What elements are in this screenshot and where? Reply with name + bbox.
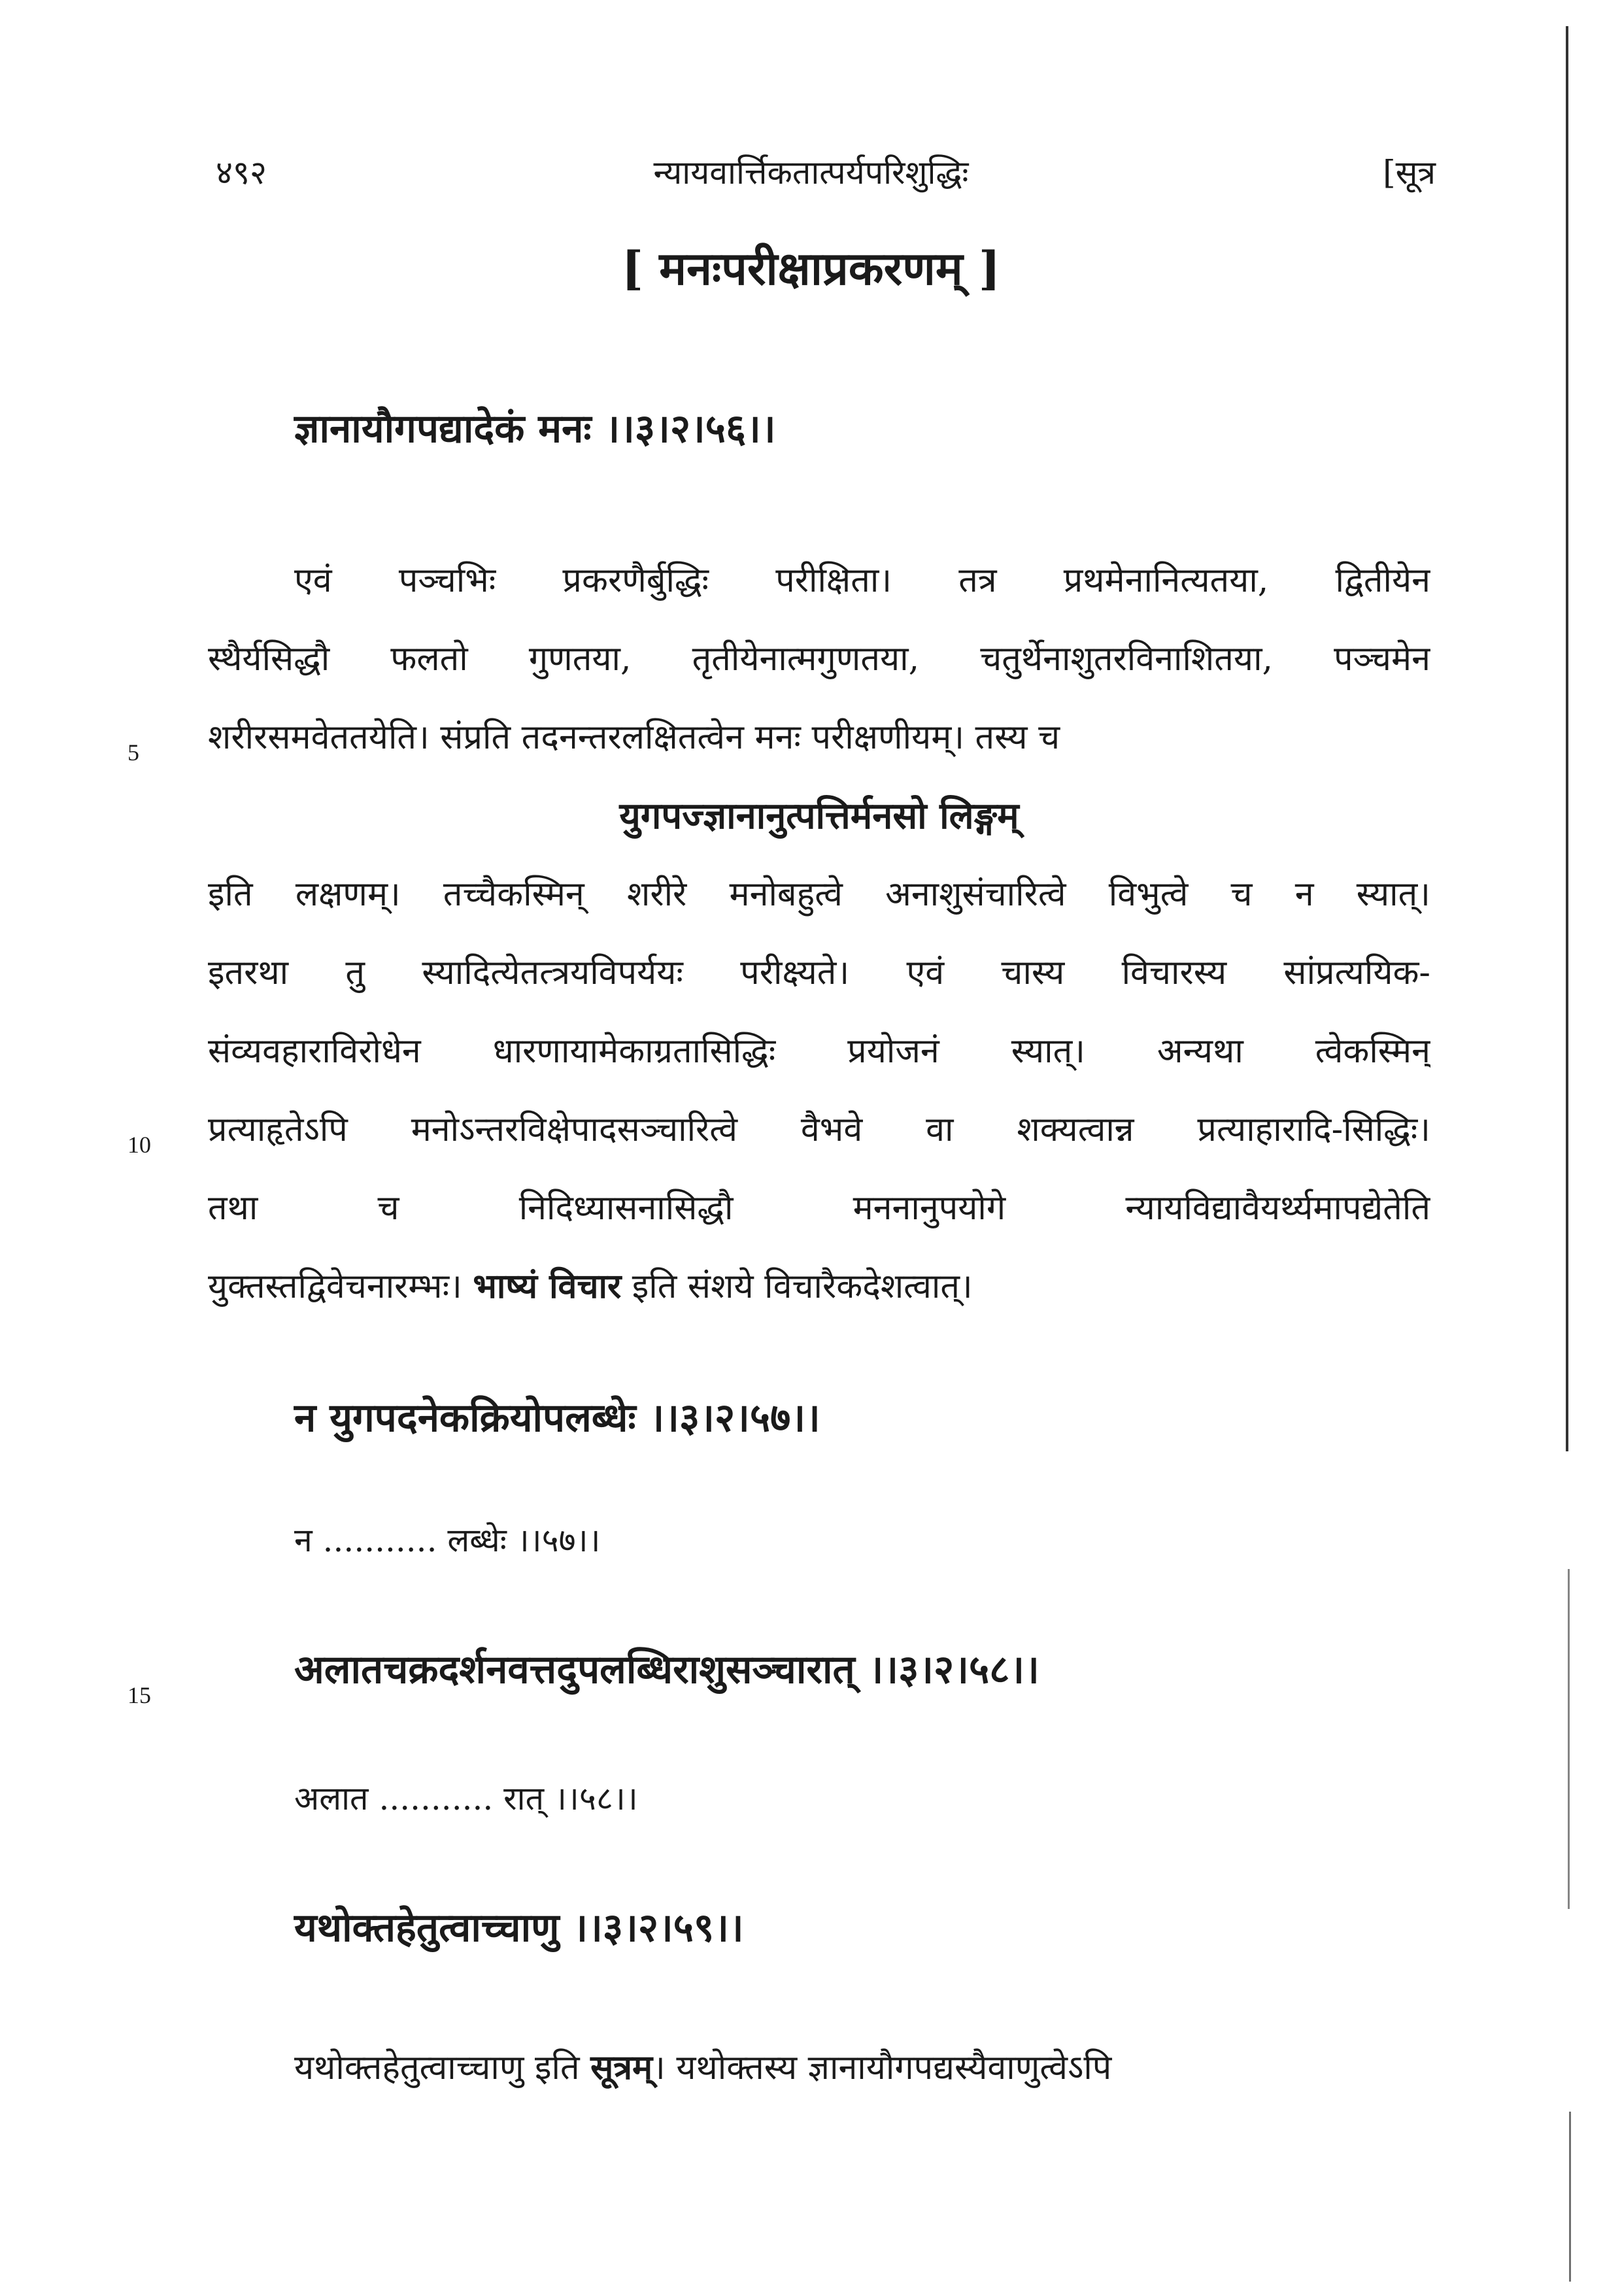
text-run: यथोक्तहेतुत्वाच्चाणु इति xyxy=(294,2048,580,2087)
bold-term: सूत्रम् xyxy=(590,2048,653,2087)
commentary-paragraph-2 xyxy=(294,2043,1111,2089)
scan-edge-line xyxy=(1568,1569,1570,1909)
page-number: ४९२ xyxy=(216,154,267,192)
scan-edge-line xyxy=(1569,2112,1571,2282)
line-number-15: 15 xyxy=(127,1682,151,1708)
scan-edge-line xyxy=(1566,26,1568,1451)
text-run: युक्तस्तद्विवेचनारम्भः। xyxy=(208,1267,462,1306)
commentary-paragraph-1 xyxy=(208,541,1430,1326)
text-line: इति लक्षणम्। तच्चैकस्मिन् शरीरे मनोबहुत्वे अनाशुसंचारित्वे विभुत्वे च न स्यात्। xyxy=(208,875,1430,914)
sutra-59: यथोक्तहेतुत्वाच्चाणु ।।३।२।५९।। xyxy=(294,1905,744,1951)
bold-citation: भाष्यं विचार xyxy=(473,1266,622,1306)
sutra-57: न युगपदनेकक्रियोपलब्धेः ।।३।२।५७।। xyxy=(294,1395,820,1441)
text-line: तथा च निदिध्यासनासिद्धौ मननानुपयोगे न्यायविद्यावैयर्थ्यमापद्येतेति xyxy=(208,1189,1430,1228)
running-title: न्यायवार्त्तिकतात्पर्यपरिशुद्धिः xyxy=(653,154,969,192)
sutra-58-abbrev: अलात ........... रात् ।।५८।। xyxy=(294,1780,638,1817)
text-line: शरीरसमवेततयेति। संप्रति तदनन्तरलक्षितत्वेन मनः परीक्षणीयम्। तस्य च xyxy=(208,718,1060,757)
sutra-57-abbrev: न ........... लब्धेः ।।५७।। xyxy=(294,1521,601,1559)
sutra-58: अलातचक्रदर्शनवत्तदुपलब्धिराशुसञ्चारात् ।।३।२।५८।। xyxy=(294,1647,1039,1693)
line-number-10: 10 xyxy=(127,1132,151,1158)
sutra-56: ज्ञानायौगपद्यादेकं मनः ।।३।२।५६।। xyxy=(294,406,776,452)
quoted-definition: युगपज्ज्ञानानुत्पत्तिर्मनसो लिङ्गम् xyxy=(619,794,1019,837)
section-heading: [ मनःपरीक्षाप्रकरणम् ] xyxy=(621,241,1001,295)
text-line: स्थैर्यसिद्धौ फलतो गुणतया, तृतीयेनात्मगुणतया, चतुर्थेनाशुतरविनाशितया, पञ्चमेन xyxy=(208,639,1430,679)
text-line: प्रत्याहृतेऽपि मनोऽन्तरविक्षेपादसञ्चारित्वे वैभवे वा शक्यत्वान्न प्रत्याहारादि-सिद्धिः। xyxy=(208,1110,1430,1149)
header-section-label: [सूत्र xyxy=(1383,154,1436,192)
text-line: संव्यवहाराविरोधेन धारणायामेकाग्रतासिद्धिः प्रयोजनं स्यात्। अन्यथा त्वेकस्मिन् xyxy=(208,1032,1430,1071)
text-line xyxy=(208,1247,1430,1326)
text-line: एवं पञ्चभिः प्रकरणैर्बुद्धिः परीक्षिता। तत्र प्रथमेनानित्यतया, द्वितीयेन xyxy=(294,561,1430,600)
text-run: । यथोक्तस्य ज्ञानायौगपद्यस्यैवाणुत्वेऽपि xyxy=(652,2048,1112,2087)
text-line: इतरथा तु स्यादित्येतत्त्रयविपर्ययः परीक्ष्यते। एवं चास्य विचारस्य सांप्रत्ययिक- xyxy=(208,953,1430,992)
text-run: इति संशये विचारैकदेशत्वात्। xyxy=(632,1267,973,1306)
line-number-5: 5 xyxy=(127,739,139,766)
